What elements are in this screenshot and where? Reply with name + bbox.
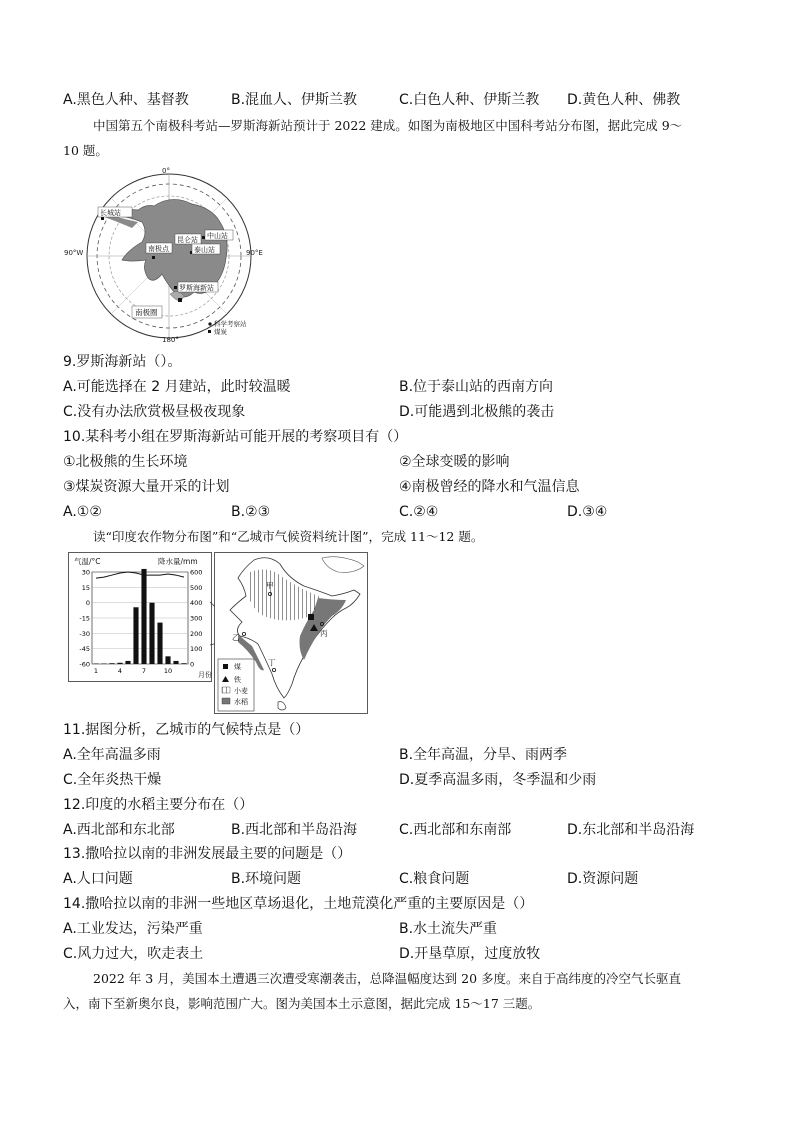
q12-stem: 12.印度的水稻主要分布在（） (63, 797, 254, 813)
india-map-legend (218, 659, 254, 711)
city-bing: 丙 (320, 629, 328, 638)
q14-option-a: A.工业发达，污染严重 (63, 921, 203, 937)
legend-iron: 铁 (234, 676, 241, 684)
q13-option-b: B.环境问题 (231, 871, 302, 887)
precip-bar-8 (149, 603, 154, 664)
precip-bar-7 (141, 569, 146, 664)
precip-bar-4 (117, 663, 122, 664)
station-south-pole: 南极点 (148, 245, 169, 253)
passage-2: 读“印度农作物分布图”和“乙城市气候资料统计图”，完成 11～12 题。 (93, 529, 484, 544)
antarctic-map-legend (208, 319, 247, 336)
temp-tick-label: -60 (79, 660, 90, 669)
temp-tick-label: -15 (79, 614, 90, 623)
q9-option-d: D.可能遇到北极熊的袭击 (399, 404, 555, 420)
lon-label-90e: 90°E (246, 249, 263, 257)
q14-option-c: C.风力过大，吹走表土 (63, 946, 204, 962)
lon-label-180: 180° (162, 336, 179, 344)
temp-tick-label: 30 (81, 568, 90, 577)
legend-station: 科学考察站 (214, 320, 247, 328)
temp-tick-label: -45 (79, 645, 90, 654)
q10-option-d: D.③④ (567, 504, 608, 520)
q11-option-c: C.全年炎热干燥 (63, 772, 162, 788)
precip-bar-6 (133, 607, 138, 664)
station-zhongshan: 中山站 (207, 232, 228, 240)
station-taishan: 泰山站 (194, 246, 215, 254)
q12-option-c: C.西北部和东南部 (399, 822, 512, 838)
q9-stem: 9.罗斯海新站（）。 (63, 354, 182, 370)
antarctic-circle-label: 南极圈 (135, 308, 158, 317)
q11-option-a: A.全年高温多雨 (63, 747, 161, 763)
station-ross-sea: 罗斯海新站 (179, 284, 214, 292)
q9-option-a: A.可能选择在 2 月建站，此时较温暖 (63, 379, 291, 395)
precip-tick-label: 200 (190, 629, 203, 638)
x-tick-label: 4 (117, 667, 123, 675)
antarctic-station-map (62, 164, 272, 344)
q10-stem: 10.某科考小组在罗斯海新站可能开展的考察项目有（） (63, 429, 408, 445)
q14-stem: 14.撒哈拉以南的非洲一些地区草场退化，土地荒漠化严重的主要原因是（） (63, 896, 534, 912)
lon-label-0: 0° (162, 167, 170, 175)
x-tick-label: 7 (141, 667, 147, 675)
city-jia: 甲 (266, 581, 274, 590)
q10-item-3: ③煤炭资源大量开采的计划 (63, 479, 230, 495)
q9-option-b: B.位于泰山站的西南方向 (399, 379, 554, 395)
precip-tick-label: 100 (190, 645, 203, 654)
station-kunlun: 昆仑站 (177, 236, 198, 244)
precip-bar-10 (165, 656, 170, 664)
q8-option-c: C.白色人种、伊斯兰教 (399, 92, 540, 108)
q11-option-d: D.夏季高温多雨，冬季温和少雨 (399, 772, 597, 788)
q11-stem: 11.据图分析，乙城市的气候特点是（） (63, 722, 310, 738)
q13-stem: 13.撒哈拉以南的非洲发展最主要的问题是（） (63, 846, 352, 862)
city-ding: 丁 (268, 658, 276, 667)
precip-axis-label: 降水量/mm (158, 557, 198, 566)
q8-option-b: B.混血人、伊斯兰教 (231, 92, 358, 108)
q10-option-a: A.①② (63, 504, 102, 520)
q11-option-b: B.全年高温，分旱、雨两季 (399, 747, 568, 763)
precip-tick-label: 400 (190, 599, 203, 608)
station-changcheng: 长城站 (100, 209, 121, 217)
passage-1-line-1: 中国第五个南极科考站—罗斯海新站预计于 2022 建成。如图为南极地区中国科考站分布图，据此完成 9～ (93, 118, 683, 133)
india-crop-map (214, 552, 368, 714)
legend-coal: 煤炭 (214, 328, 227, 336)
passage-1-line-2: 10 题。 (63, 143, 108, 158)
q8-option-d: D.黄色人种、佛教 (567, 92, 681, 108)
precip-bar-9 (157, 623, 162, 664)
q12-option-a: A.西北部和东北部 (63, 822, 175, 838)
lon-label-90w: 90°W (64, 249, 84, 257)
temp-axis-label: 气温/°C (74, 557, 101, 566)
precip-tick-label: 300 (190, 614, 203, 623)
q12-option-d: D.东北部和半岛沿海 (567, 822, 695, 838)
climate-chart (68, 552, 212, 682)
legend-coal-india: 煤 (234, 663, 241, 671)
q13-option-a: A.人口问题 (63, 871, 133, 887)
q13-option-d: D.资源问题 (567, 871, 639, 887)
q10-option-b: B.②③ (231, 504, 271, 520)
precip-bar-3 (109, 663, 114, 664)
legend-wheat: 小麦 (234, 687, 248, 695)
passage-3-line-2: 入，南下至新奥尔良，影响范围广大。图为美国本土示意图，据此完成 15～17 三题。 (63, 996, 541, 1011)
x-tick-label: 10 (163, 667, 173, 675)
q12-option-b: B.西北部和半岛沿海 (231, 822, 358, 838)
legend-rice: 水稻 (234, 698, 248, 706)
city-yi: 乙 (232, 633, 240, 642)
precip-bar-5 (125, 661, 130, 664)
q14-option-d: D.开垦草原，过度放牧 (399, 946, 541, 962)
q14-option-b: B.水土流失严重 (399, 921, 498, 937)
x-tick-label: 1 (93, 667, 99, 675)
q13-option-c: C.粮食问题 (399, 871, 470, 887)
temp-tick-label: 0 (85, 599, 90, 608)
x-unit-label: 月份 (198, 671, 212, 679)
q9-option-c: C.没有办法欣赏极昼极夜现象 (63, 404, 246, 420)
q8-option-a: A.黑色人种、基督教 (63, 92, 189, 108)
temp-tick-label: -30 (79, 629, 90, 638)
q10-item-4: ④南极曾经的降水和气温信息 (399, 479, 580, 495)
precip-tick-label: 0 (190, 660, 195, 669)
temp-tick-label: 15 (81, 583, 90, 592)
precip-tick-label: 500 (190, 583, 203, 592)
q10-item-2: ②全球变暖的影响 (399, 454, 510, 470)
q10-option-c: C.②④ (399, 504, 439, 520)
precip-tick-label: 600 (190, 568, 203, 577)
precip-bar-12 (181, 663, 186, 664)
precip-bar-11 (173, 661, 178, 664)
q10-item-1: ①北极熊的生长环境 (63, 454, 188, 470)
passage-3-line-1: 2022 年 3 月，美国本土遭遇三次遭受寒潮袭击，总降温幅度达到 20 多度。来自于高纬度的冷空气长驱直 (93, 971, 682, 986)
